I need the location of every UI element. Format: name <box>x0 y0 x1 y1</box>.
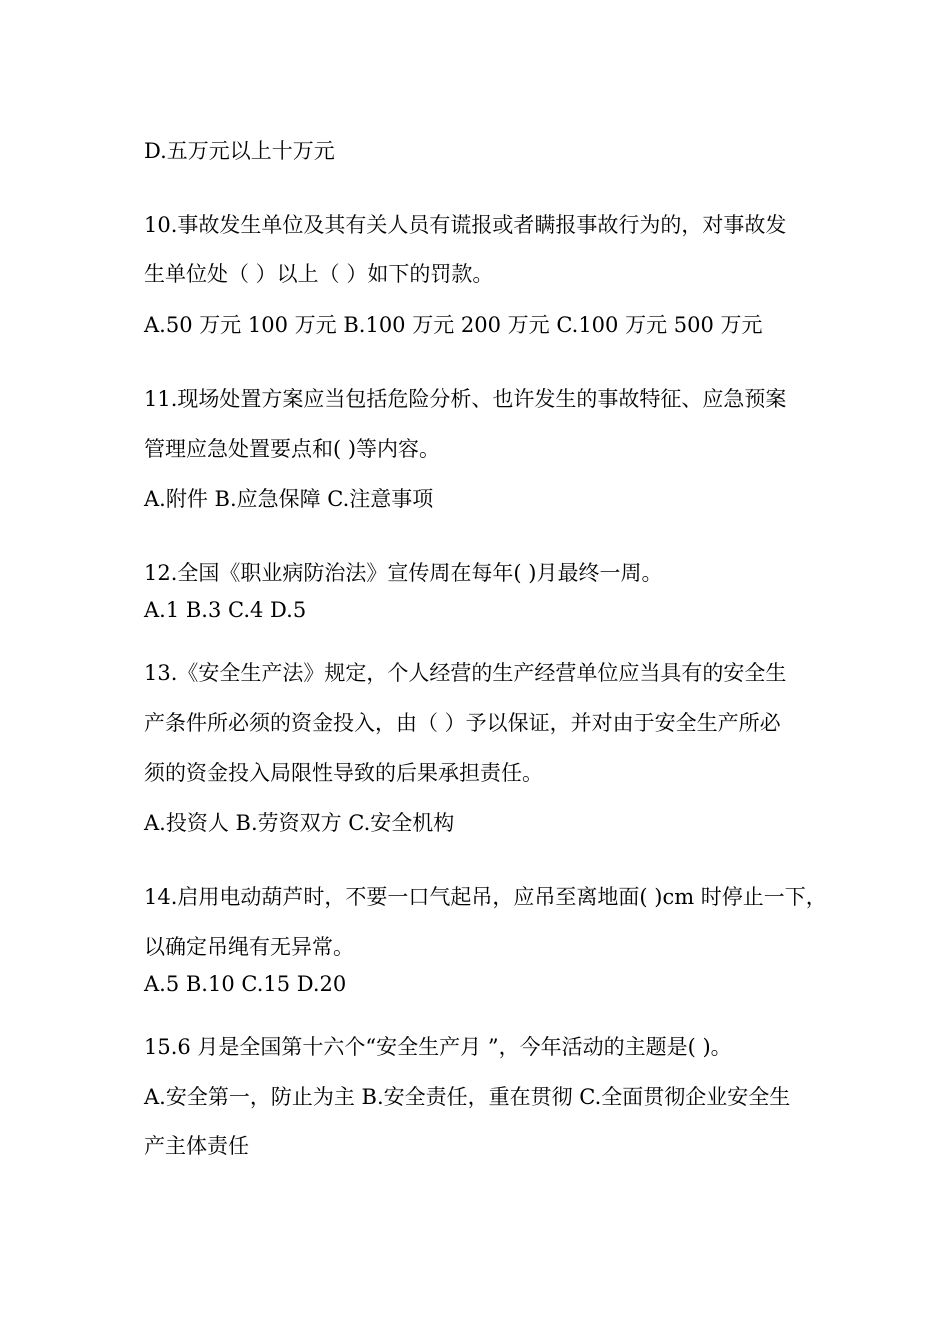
q12-options: A.1 B.3 C.4 D.5 <box>144 598 307 622</box>
q14-text-line1: 14.启用电动葫芦时，不要一口气起吊，应吊至离地面( )cm 时停止一下， <box>144 885 827 909</box>
q15-options-line1: A.安全第一，防止为主 B.安全责任，重在贯彻 C.全面贯彻企业安全生 <box>144 1085 791 1109</box>
q12-text: 12.全国《职业病防治法》宣传周在每年( )月最终一周。 <box>144 561 663 585</box>
q11-text-line1: 11.现场处置方案应当包括危险分析、也许发生的事故特征、应急预案 <box>144 387 787 411</box>
q15-text: 15.6 月是全国第十六个“安全生产月 ”，今年活动的主题是( )。 <box>144 1035 732 1059</box>
q13-text-line1: 13.《安全生产法》规定，个人经营的生产经营单位应当具有的安全生 <box>144 661 787 685</box>
q9-option-d: D.五万元以上十万元 <box>144 139 335 163</box>
q15-options-line2: 产主体责任 <box>144 1134 249 1158</box>
q10-text-line2: 生单位处（ ）以上（ ）如下的罚款。 <box>144 262 494 286</box>
q11-text-line2: 管理应急处置要点和( )等内容。 <box>144 437 441 461</box>
q10-text-line1: 10.事故发生单位及其有关人员有谎报或者瞒报事故行为的，对事故发 <box>144 213 787 237</box>
q11-options: A.附件 B.应急保障 C.注意事项 <box>144 487 434 511</box>
q13-text-line2: 产条件所必须的资金投入，由（ ）予以保证，并对由于安全生产所必 <box>144 711 781 735</box>
q10-options: A.50 万元 100 万元 B.100 万元 200 万元 C.100 万元 500 万元 <box>144 313 763 337</box>
q14-options: A.5 B.10 C.15 D.20 <box>144 972 347 996</box>
q14-text-line2: 以确定吊绳有无异常。 <box>144 935 354 959</box>
q13-options: A.投资人 B.劳资双方 C.安全机构 <box>144 811 455 835</box>
q13-text-line3: 须的资金投入局限性导致的后果承担责任。 <box>144 761 543 785</box>
